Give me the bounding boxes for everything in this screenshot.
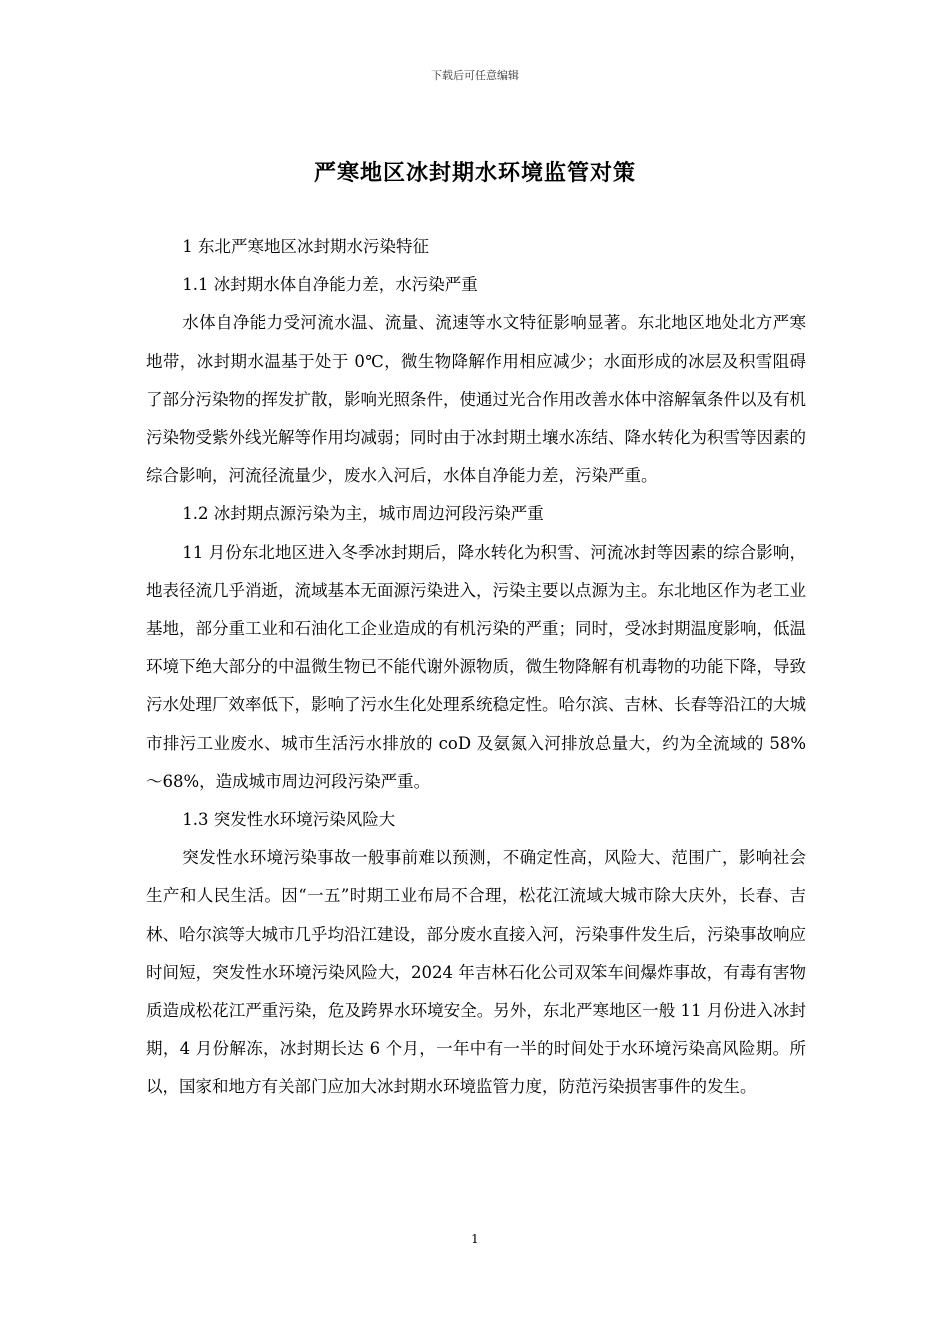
paragraph-1: 水体自净能力受河流水温、流量、流速等水文特征影响显著。东北地区地处北方严寒地带，冰封期水温基于处于 0℃，微生物降解作用相应减少；水面形成的冰层及积雪阻碍了部分污染物的挥发扩散，影响光照条件，使通过光合作用改善水体中溶解氧条件以及有机污染物受紫外线光解等作用均减弱；同时由于冰封期土壤水冻结、降水转化为积雪等因素的综合影响，河流径流量少，废水入河后，水体自净能力差，污染严重。 (146, 313, 806, 486)
document-body (146, 228, 806, 1107)
section-heading-1-3: 1.3 突发性水环境污染风险大 (182, 810, 396, 830)
page-number: 1 (471, 1232, 479, 1246)
header-note: 下载后可任意编辑 (431, 69, 519, 82)
paragraph-2: 11 月份东北地区进入冬季冰封期后，降水转化为积雪、河流冰封等因素的综合影响，地表径流几乎消逝，流域基本无面源污染进入，污染主要以点源为主。东北地区作为老工业基地，部分重工业和石油化工企业造成的有机污染的严重；同时，受冰封期温度影响，低温环境下绝大部分的中温微生物已不能代谢外源物质，微生物降解有机毒物的功能下降，导致污水处理厂效率低下，影响了污水生化处理系统稳定性。哈尔滨、吉林、长春等沿江的大城市排污工业废水、城市生活污水排放的 coD 及氨氮入河排放总量大，约为全流域的 58%～68%，造成城市周边河段污染严重。 (146, 542, 806, 791)
page-title: 严寒地区冰封期水环境监管对策 (313, 160, 636, 186)
paragraph-3: 突发性水环境污染事故一般事前难以预测，不确定性高，风险大、范围广，影响社会生产和人民生活。因“一五”时期工业布局不合理，松花江流域大城市除大庆外，长春、吉林、哈尔滨等大城市几乎均沿江建设，部分废水直接入河，污染事件发生后，污染事故响应时间短，突发性水环境污染风险大，2024 年吉林石化公司双笨车间爆炸事故，有毒有害物质造成松花江严重污染，危及跨界水环境安全。另外，东北严寒地区一般 11 月份进入冰封期，4 月份解冻，冰封期长达 6 个月，一年中有一半的时间处于水环境污染高风险期。所以，国家和地方有关部门应加大冰封期水环境监管力度，防范污染损害事件的发生。 (146, 848, 806, 1097)
section-heading-1: 1 东北严寒地区冰封期水污染特征 (182, 237, 430, 256)
section-heading-1-2: 1.2 冰封期点源污染为主，城市周边河段污染严重 (182, 504, 544, 524)
section-heading-1-1: 1.1 冰封期水体自净能力差，水污染严重 (182, 275, 478, 295)
